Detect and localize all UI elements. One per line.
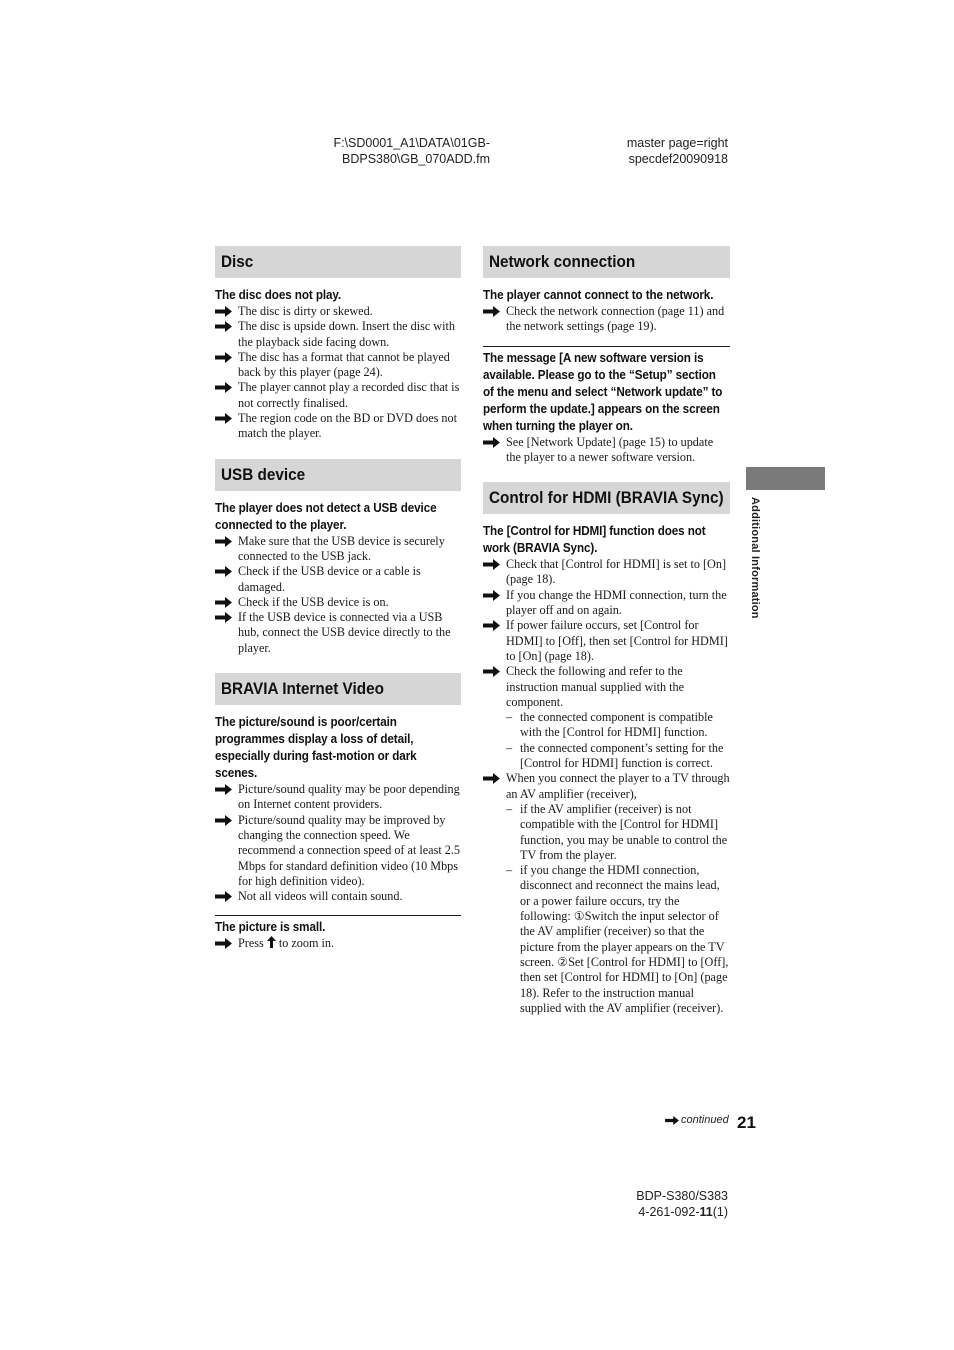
network-question: The player cannot connect to the network. [483, 288, 714, 302]
bravia-list [215, 782, 461, 904]
arrow-right-icon [215, 382, 232, 393]
master-line2: specdef20090918 [628, 152, 728, 166]
list-item: Check that [Control for HDMI] is set to [On] (page 18). [483, 557, 730, 588]
hdmi-question: The [Control for HDMI] function does not work (BRAVIA Sync). [483, 524, 706, 556]
arrow-right-icon [665, 1116, 679, 1125]
sub-item: – if the AV amplifier (receiver) is not compatible with the [Control for HDMI] function, you may be unable to control the TV from the player. [506, 802, 730, 863]
list-item: The region code on the BD or DVD does not match the player. [215, 411, 461, 442]
continued-note: continued [665, 1114, 729, 1126]
left-column [215, 246, 461, 952]
disc-question: The disc does not play. [215, 288, 342, 302]
software-message-list [483, 435, 730, 466]
usb-list [215, 534, 461, 656]
network-list [483, 304, 730, 335]
hdmi-list [483, 557, 730, 1016]
model-number: BDP-S380/S383 [636, 1189, 728, 1203]
file-path [333, 135, 490, 167]
arrow-right-icon [215, 815, 232, 826]
doc-code: 4-261-092-11(1) [638, 1205, 728, 1219]
file-path-line2: BDPS380\GB_070ADD.fm [342, 152, 490, 166]
right-column [483, 246, 730, 1016]
list-item: The disc is dirty or skewed. [215, 304, 461, 319]
arrow-right-icon [483, 590, 500, 601]
arrow-right-icon [215, 536, 232, 547]
sub-item: – the connected component is compatible with the [Control for HDMI] function. [506, 710, 730, 741]
bravia-question: The picture/sound is poor/certain programmes display a loss of detail, especially during fast-motion or dark scenes. [215, 715, 417, 781]
list-item: The disc has a format that cannot be played back by this player (page 24). [215, 350, 461, 381]
arrow-right-icon [215, 321, 232, 332]
network-section-title: Network connection [483, 246, 730, 278]
small-picture-question: The picture is small. [215, 920, 326, 935]
sub-list [506, 710, 730, 771]
list-item: Picture/sound quality may be poor depending on Internet content providers. [215, 782, 461, 813]
disc-section-title: Disc [215, 246, 461, 278]
list-item: If you change the HDMI connection, turn the player off and on again. [483, 588, 730, 619]
list-item: See [Network Update] (page 15) to update the player to a newer software version. [483, 435, 730, 466]
bravia-section-title: BRAVIA Internet Video [215, 673, 461, 705]
list-item: Not all videos will contain sound. [215, 889, 461, 904]
usb-section-title: USB device [215, 459, 461, 491]
file-path-line1: F:\SD0001_A1\DATA\01GB- [333, 136, 490, 150]
arrow-right-icon [215, 566, 232, 577]
model-info [636, 1188, 728, 1220]
arrow-right-icon [483, 773, 500, 784]
sub-item: – if you change the HDMI connection, disconnect and reconnect the mains lead, or a power failure occurs, try the following: ①Switch the input selector of the AV amplifier (receiver) so that the picture from the player appears on the TV screen. ②Set [Control for HDMI] to [Off], then set [Control for HDMI] to [On] (page 18). Refer to the instruction manual supplied with the AV amplifier (receiver). [506, 863, 730, 1016]
usb-question: The player does not detect a USB device connected to the player. [215, 500, 437, 532]
arrow-right-icon [483, 306, 500, 317]
list-item: Check if the USB device is on. [215, 595, 461, 610]
list-item: Press to zoom in. [215, 936, 461, 951]
arrow-right-icon [483, 666, 500, 677]
up-arrow-icon [267, 936, 276, 948]
page-number: 21 [737, 1113, 756, 1132]
arrow-right-icon [483, 437, 500, 448]
list-item: The player cannot play a recorded disc that is not correctly finalised. [215, 380, 461, 411]
small-picture-list [215, 936, 461, 951]
divider [215, 915, 461, 916]
section-tab-label: Additional Information [749, 497, 761, 619]
disc-list [215, 304, 461, 442]
arrow-right-icon [215, 891, 232, 902]
hdmi-section-title: Control for HDMI (BRAVIA Sync) [483, 482, 730, 514]
arrow-right-icon [215, 938, 232, 949]
list-item: Picture/sound quality may be improved by changing the connection speed. We recommend a connection speed of at least 2.5 Mbps for standard definition video (10 Mbps for high definition video). [215, 813, 461, 889]
arrow-right-icon [483, 559, 500, 570]
arrow-right-icon [215, 612, 232, 623]
arrow-right-icon [215, 352, 232, 363]
list-item: Make sure that the USB device is securely connected to the USB jack. [215, 534, 461, 565]
master-page-info [627, 135, 728, 167]
sub-list [506, 802, 730, 1016]
arrow-right-icon [215, 306, 232, 317]
list-item: Check the following and refer to the instruction manual supplied with the component. – the connected component is compatible with the [Control for HDMI] function. – the connected component’s setting for the [Control for HDMI] function is correct. [483, 664, 730, 771]
master-line1: master page=right [626, 136, 728, 150]
list-item: When you connect the player to a TV through an AV amplifier (receiver), – if the AV amplifier (receiver) is not compatible with the [Control for HDMI] function, you may be unable to control the TV from the player. – if you change the HDMI connection, disconnect and reconnect the mains lead, or a power failure occurs, try the following: ①Switch the input selector of the AV amplifier (receiver) so that the picture from the player appears on the TV screen. ②Set [Control for HDMI] to [Off], then set [Control for HDMI] to [On] (page 18). Refer to the instruction manual supplied with the AV amplifier (receiver). [483, 771, 730, 1016]
arrow-right-icon [215, 597, 232, 608]
sub-item: – the connected component’s setting for the [Control for HDMI] function is correct. [506, 741, 730, 772]
divider [483, 346, 730, 347]
list-item: The disc is upside down. Insert the disc with the playback side facing down. [215, 319, 461, 350]
section-tab [746, 467, 825, 490]
arrow-right-icon [215, 413, 232, 424]
arrow-right-icon [215, 784, 232, 795]
list-item: Check if the USB device or a cable is damaged. [215, 564, 461, 595]
list-item: Check the network connection (page 11) and the network settings (page 19). [483, 304, 730, 335]
software-message-question: The message [A new software version is available. Please go to the “Setup” section of the menu and select “Network update” to perform the update.] appears on the screen when turning the player on. [483, 350, 723, 433]
list-item: If power failure occurs, set [Control for HDMI] to [Off], then set [Control for HDMI] to [On] (page 18). [483, 618, 730, 664]
list-item: If the USB device is connected via a USB hub, connect the USB device directly to the player. [215, 610, 461, 656]
arrow-right-icon [483, 620, 500, 631]
